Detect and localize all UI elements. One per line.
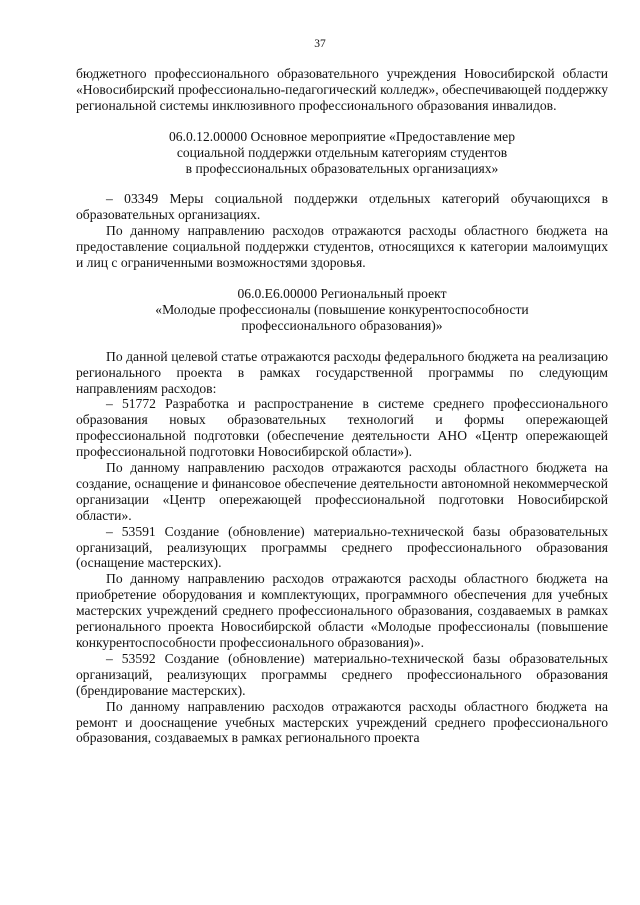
paragraph: По данной целевой статье отражаются расходы федерального бюджета на реализацию регионального проекта в рамках государственной программы по следующим направлениям расходов: <box>76 348 608 396</box>
section-heading <box>76 129 608 177</box>
paragraph: По данному направлению расходов отражаются расходы областного бюджета на предоставление социальной поддержки студентов, относящихся к категории малоимущих и лиц с ограниченными возможностями здоровья. <box>76 223 608 271</box>
paragraph: бюджетного профессионального образовательного учреждения Новосибирской области «Новосибирский профессионально-педагогический колледж», обеспечивающей поддержку региональной системы инклюзивного профессионального образования инвалидов. <box>76 66 608 113</box>
paragraph: По данному направлению расходов отражаются расходы областного бюджета на приобретение оборудования и комплектующих, программного обеспечения для учебных мастерских учреждений среднего профессионального образования, создаваемых в рамках регионального проекта Новосибирской области «Молодые профессионалы (повышение конкурентоспособности профессионального образования)». <box>76 571 608 650</box>
section-heading-line: профессионального образования)» <box>241 317 443 333</box>
paragraph: – 53592 Создание (обновление) материально-технической базы образовательных организаций, реализующих программы среднего профессионального образования (брендирование мастерских). <box>76 650 608 698</box>
paragraph: По данному направлению расходов отражаются расходы областного бюджета на создание, оснащение и финансовое обеспечение деятельности автономной некоммерческой организации «Центр опережающей профессиональной подготовки Новосибирской области». <box>76 460 608 523</box>
page-number: 37 <box>314 38 326 50</box>
paragraph: – 03349 Меры социальной поддержки отдельных категорий обучающихся в образовательных организациях. <box>76 191 608 223</box>
section-heading <box>76 286 608 334</box>
paragraph: – 51772 Разработка и распространение в системе среднего профессионального образования новых образовательных технологий и формы опережающей профессиональной подготовки (обеспечение деятельности АНО «Центр опережающей профессиональной подготовки Новосибирской области»). <box>76 396 608 460</box>
paragraph: По данному направлению расходов отражаются расходы областного бюджета на ремонт и дооснащение учебных мастерских учреждений среднего профессионального образования, создаваемых в рамках регионального проекта <box>76 698 608 746</box>
section-heading-line: социальной поддержки отдельным категориям студентов <box>176 144 508 160</box>
section-heading-line: «Молодые профессионалы (повышение конкурентоспособности <box>155 301 529 317</box>
section-heading-line: 06.0.12.00000 Основное мероприятие «Предоставление мер <box>168 128 515 144</box>
section-heading-line: в профессиональных образовательных организациях» <box>185 160 499 176</box>
section-heading-line: 06.0.Е6.00000 Региональный проект <box>237 285 447 301</box>
document-body <box>76 66 608 746</box>
paragraph: – 53591 Создание (обновление) материально-технической базы образовательных организаций, реализующих программы среднего профессионального образования (оснащение мастерских). <box>76 523 608 571</box>
